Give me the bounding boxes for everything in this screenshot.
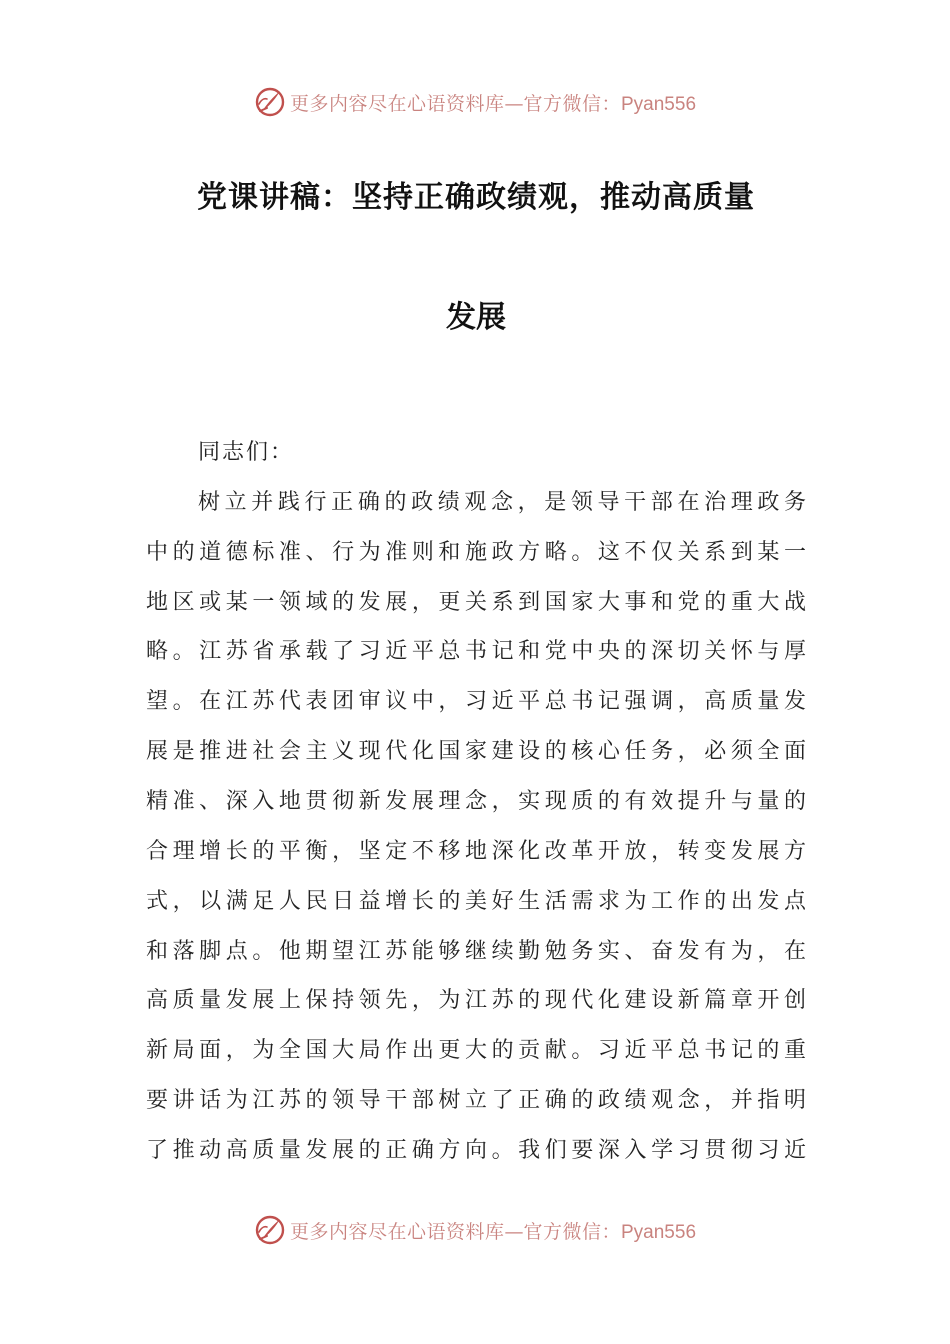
salutation: 同志们： [198,440,295,465]
paragraph-line: 中的道德标准、行为准则和施政方略。这不仅关系到某一 [146,539,806,565]
paragraph-line: 式，以满足人民日益增长的美好生活需求为工作的出发点 [146,888,806,914]
banner-main-text: 更多内容尽在心语资料库 [289,92,505,115]
paragraph-line: 略。江苏省承载了习近平总书记和党中央的深切关怀与厚 [146,639,806,665]
paragraph-line: 和落脚点。他期望江苏能够继续勤勉务实、奋发有为，在 [146,938,806,964]
banner-wechat-id: Pyan556 [621,93,697,115]
header-watermark-banner [0,82,950,122]
banner-main-text: 更多内容尽在心语资料库 [289,1220,505,1243]
paragraph-line: 要讲话为江苏的领导干部树立了正确的政绩观念，并指明 [146,1088,806,1114]
banner-text [290,1217,696,1244]
banner-official-label: 官方微信： [523,92,621,115]
paragraph-line: 地区或某一领域的发展，更关系到国家大事和党的重大战 [146,589,806,615]
paragraph-line: 新局面，为全国大局作出更大的贡献。习近平总书记的重 [146,1038,806,1064]
paragraph-line: 了推动高质量发展的正确方向。我们要深入学习贯彻习近 [146,1138,806,1164]
document-title-line-1: 党课讲稿：坚持正确政绩观，推动高质量 [197,180,755,215]
banner-text [290,89,696,116]
banner-separator: — [504,1220,524,1243]
paragraph-line: 展是推进社会主义现代化国家建设的核心任务，必须全面 [146,739,806,765]
quill-seal-icon [254,1214,286,1246]
paragraph-line: 精准、深入地贯彻新发展理念，实现质的有效提升与量的 [146,789,806,815]
paragraph-line: 高质量发展上保持领先，为江苏的现代化建设新篇章开创 [146,988,806,1014]
banner-official-label: 官方微信： [523,1220,621,1243]
document-title-line-2: 发展 [446,300,506,335]
paragraph-line: 望。在江苏代表团审议中，习近平总书记强调，高质量发 [146,689,806,715]
banner-wechat-id: Pyan556 [621,1221,697,1243]
paragraph-line: 合理增长的平衡，坚定不移地深化改革开放，转变发展方 [146,838,806,864]
quill-seal-icon [254,86,286,118]
footer-watermark-banner [0,1210,950,1250]
document-body [146,428,806,1176]
banner-separator: — [504,92,524,115]
paragraph-line: 树立并践行正确的政绩观念，是领导干部在治理政务 [198,489,806,515]
